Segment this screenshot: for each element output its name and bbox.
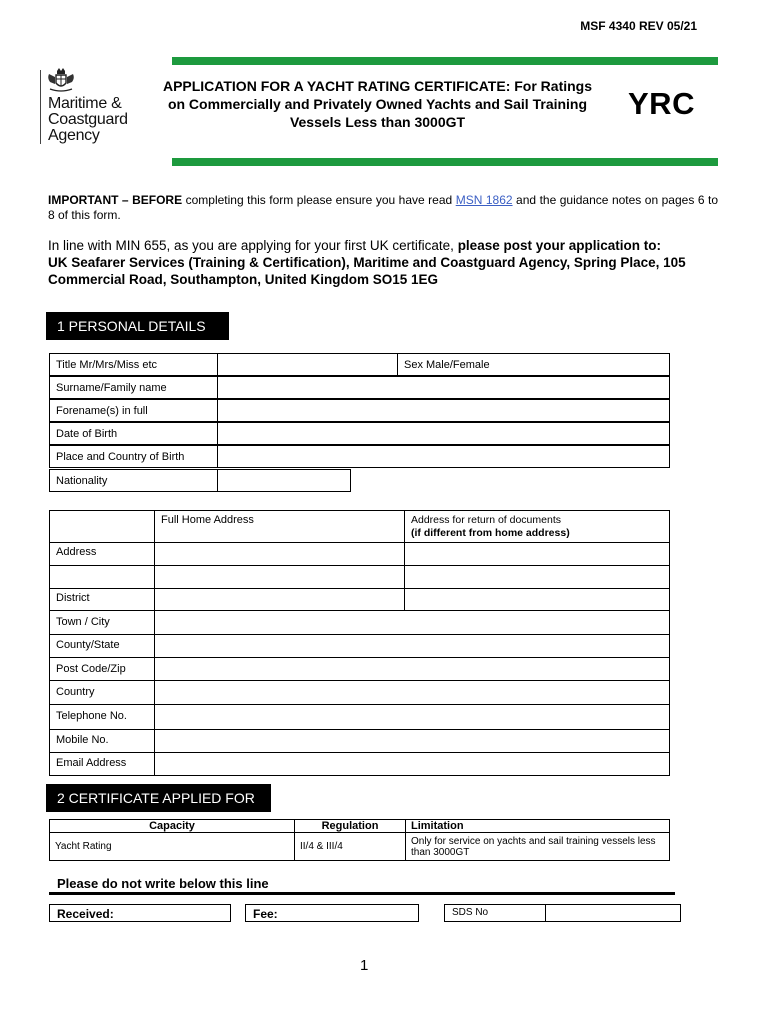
district-label: District [56,592,90,604]
return-address-note: (if different from home address) [411,527,570,539]
sds-box [444,904,681,922]
important-text-2: and the guidance notes on pages 6 to 8 of this form. [48,193,719,222]
posting-instructions [48,237,718,288]
county-label: County/State [56,639,120,651]
limitation-header: Limitation [406,820,670,833]
forenames-row [49,399,670,422]
office-use-divider [49,892,675,895]
country-label: Country [56,686,95,698]
title-sex-row [49,353,670,376]
surname-row [49,376,670,399]
regulation-header: Regulation [295,820,406,833]
mobile-label: Mobile No. [56,734,109,746]
fee-box [245,904,419,922]
section-1-heading: 1 PERSONAL DETAILS [46,312,229,340]
received-box [49,904,231,922]
sex-input[interactable] [520,355,668,374]
limitation-cell: Only for service on yachts and sail training vessels less than 3000GT [406,833,670,861]
email-input[interactable] [156,754,668,775]
dob-input[interactable] [219,424,667,443]
title-label: Title Mr/Mrs/Miss etc [56,359,158,371]
email-label: Email Address [56,757,127,769]
logo-divider [40,70,41,144]
important-lead: IMPORTANT – BEFORE [48,193,183,207]
home-address-line-2-input[interactable] [156,567,403,587]
return-address-line-2-input[interactable] [406,567,668,587]
birthplace-row [49,445,670,468]
form-title: APPLICATION FOR A YACHT RATING CERTIFICATE: For Ratings on Commercially and Privately Owned Yachts and Sail Training Vessels Less than 3000GT [162,78,593,130]
forenames-label: Forename(s) in full [56,405,148,417]
nationality-label: Nationality [56,475,108,487]
birthplace-input[interactable] [219,447,667,466]
important-text-1: completing this form please ensure you have read [182,193,456,207]
section-2-heading: 2 CERTIFICATE APPLIED FOR [46,784,271,812]
posting-address: UK Seafarer Services (Training & Certification), Maritime and Coastguard Agency, Spring Place, 105 Commercial Road, Southampton, United Kingdom SO15 1EG [48,255,686,287]
home-address-line-1-input[interactable] [156,544,403,564]
postcode-label: Post Code/Zip [56,663,126,675]
royal-coat-of-arms-icon [46,68,76,94]
certificate-table-header [50,820,670,833]
nationality-input[interactable] [219,471,349,490]
header-top-rule [172,57,718,65]
capacity-cell: Yacht Rating [50,833,295,861]
telephone-input[interactable] [156,706,668,728]
nationality-row [49,469,351,492]
header-bottom-rule [172,158,718,166]
telephone-label: Telephone No. [56,710,127,722]
return-district-input[interactable] [406,590,668,609]
dob-row [49,422,670,445]
msn-link[interactable]: MSN 1862 [455,193,513,207]
town-input[interactable] [156,612,668,633]
address-table [49,510,670,776]
posting-intro: In line with MIN 655, as you are applying for your first UK certificate, [48,238,458,253]
dob-label: Date of Birth [56,428,118,440]
address-label: Address [56,546,97,558]
surname-label: Surname/Family name [56,382,167,394]
sex-label: Sex Male/Female [404,359,490,371]
postcode-input[interactable] [156,658,668,679]
home-district-input[interactable] [156,590,403,609]
forenames-input[interactable] [219,401,667,420]
office-use-heading: Please do not write below this line [57,876,269,891]
home-address-heading: Full Home Address [161,514,254,526]
certificate-table [49,819,670,861]
posting-bold: please post your application to: [457,238,661,253]
birthplace-label: Place and Country of Birth [56,451,185,463]
form-reference: MSF 4340 REV 05/21 [580,19,697,33]
title-input[interactable] [219,355,395,374]
fee-label: Fee: [253,907,278,921]
important-notice [48,193,718,223]
capacity-header: Capacity [50,820,295,833]
agency-name: Maritime & Coastguard Agency [48,95,128,144]
page-number: 1 [360,957,369,974]
town-label: Town / City [56,616,110,628]
regulation-cell: II/4 & III/4 [295,833,406,861]
mobile-input[interactable] [156,731,668,751]
table-row [50,833,670,861]
return-address-heading: Address for return of documents [411,514,561,526]
received-label: Received: [57,907,114,921]
form-code: YRC [628,86,695,121]
sds-label: SDS No [452,907,489,918]
country-input[interactable] [156,682,668,703]
surname-input[interactable] [219,378,667,397]
county-input[interactable] [156,635,668,656]
return-address-line-1-input[interactable] [406,544,668,564]
